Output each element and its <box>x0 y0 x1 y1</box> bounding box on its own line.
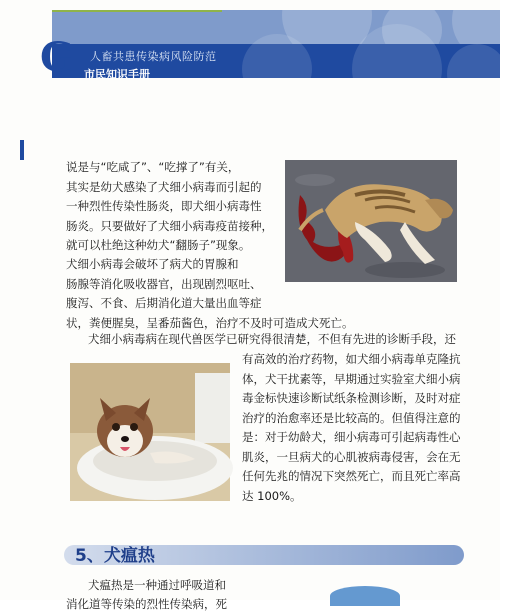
paragraph-4 <box>242 350 461 506</box>
text-line: 毒金标快速诊断试纸条检测诊断，及时对症 <box>242 391 461 405</box>
text-line: 有高效的治疗药物，如犬细小病毒单克隆抗 <box>242 352 461 366</box>
text-line: 一种烈性传染性肠炎，即犬细小病毒性 <box>66 199 262 213</box>
text-line: 治疗的治愈率还是比较高的。但值得注意的 <box>242 410 461 425</box>
text-line: 状，粪便腥臭，呈番茄酱色，治疗不及时可造成犬死亡。 <box>66 315 354 330</box>
paragraph-1 <box>66 158 273 256</box>
text-line: 其实是幼犬感染了犬细小病毒而引起的 <box>66 179 262 194</box>
text-line: 说是与“吃咸了”、“吃撑了”有关， <box>66 160 240 174</box>
section-heading <box>75 541 155 566</box>
paragraph-5 <box>88 576 226 596</box>
text-line: 消化道等传染的烈性传染病，死 <box>66 597 227 611</box>
text-line: 达 100%。 <box>242 488 302 503</box>
text-line: 肠炎。只要做好了犬细小病毒疫苗接种， <box>66 218 273 233</box>
book-title: 市民知识手册 <box>84 68 150 81</box>
paragraph-2 <box>66 255 354 333</box>
text-line: 就可以杜绝这种幼犬“翻肠子”现象。 <box>66 238 251 252</box>
text-line: 任何先兆的情况下突然死亡，而且死亡率高 <box>242 469 461 483</box>
text-line: 腹泻、不食、后期消化道大量出血等症 <box>66 296 262 310</box>
text-line: 犬细小病毒病在现代兽医学已研究得很清楚，不但有先进的诊断手段，还 <box>88 332 456 346</box>
text-line: 肠腺等消化吸收器官，出现剧烈呕吐、 <box>66 276 262 291</box>
header-accent-line <box>52 10 222 12</box>
bottom-image-edge <box>330 586 400 606</box>
paragraph-6 <box>66 595 227 615</box>
section-number: 5、 <box>75 546 104 566</box>
book-series-title: 人畜共患传染病风险防范 <box>90 50 217 63</box>
chapter-letter: G <box>40 34 75 81</box>
text-line: 犬细小病毒会破坏了病犬的胃腺和 <box>66 257 239 271</box>
text-line: 是：对于幼龄犬，细小病毒可引起病毒性心 <box>242 430 461 444</box>
husky-puppy-photo <box>70 363 230 501</box>
paragraph-3 <box>88 330 456 350</box>
text-line: 犬瘟热是一种通过呼吸道和 <box>88 578 226 592</box>
section-title: 犬瘟热 <box>103 546 155 566</box>
text-line: 肌炎，一旦病犬的心肌被病毒侵害，会在无 <box>242 449 461 464</box>
margin-marker <box>20 140 24 160</box>
text-line: 体，犬干扰素等，早期通过实验室犬细小病 <box>242 371 461 386</box>
